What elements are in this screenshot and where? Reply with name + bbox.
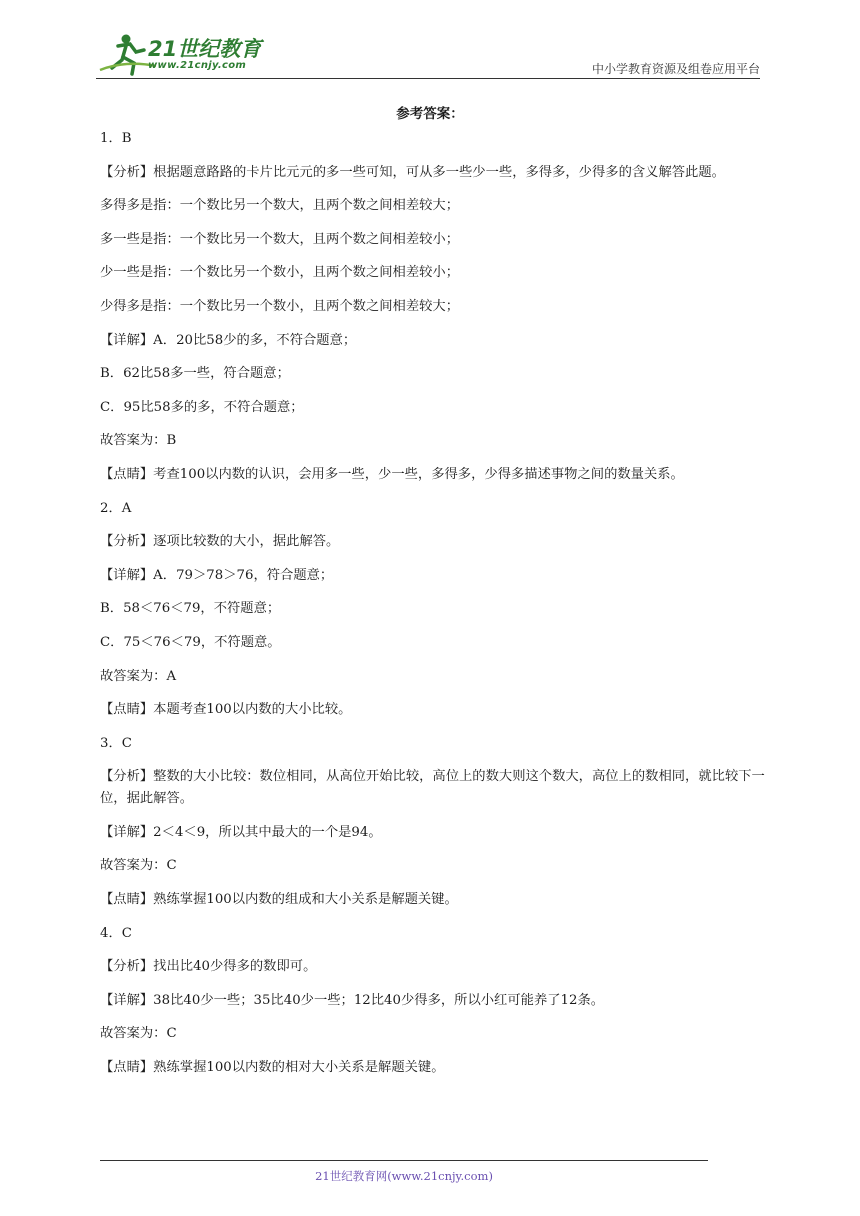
logo-url: www.21cnjy.com xyxy=(148,60,247,71)
answer-line: 【详解】38比40少一些；35比40少一些；12比40少得多，所以小红可能养了12条。 xyxy=(100,992,605,1008)
answer-line: C．95比58多的多，不符合题意； xyxy=(100,399,304,415)
answer-line: 故答案为：A xyxy=(100,668,177,684)
answer-line: 故答案为：C xyxy=(100,858,177,874)
page-header xyxy=(96,30,760,80)
answer-line: 【点睛】熟练掌握100以内数的组成和大小关系是解题关键。 xyxy=(100,892,458,908)
answer-line: 【点睛】考查100以内数的认识，会用多一些，少一些，多得多，少得多描述事物之间的数量关系。 xyxy=(100,466,684,482)
answer-line: 【分析】根据题意路路的卡片比元元的多一些可知，可从多一些少一些，多得多，少得多的含义解答此题。 xyxy=(100,164,725,180)
answer-line: 多一些是指：一个数比另一个数大，且两个数之间相差较小； xyxy=(100,231,460,247)
answer-line: 【分析】逐项比较数的大小，据此解答。 xyxy=(100,534,340,550)
page-title: 参考答案： xyxy=(396,106,464,122)
answer-line: 【分析】整数的大小比较：数位相同，从高位开始比较，高位上的数大则这个数大，高位上的数相同，就比较下一位，据此解答。 xyxy=(100,769,765,807)
header-platform-text: 中小学教育资源及组卷应用平台 xyxy=(591,62,760,76)
answer-line: 【详解】2＜4＜9，所以其中最大的一个是94。 xyxy=(100,824,382,840)
header-divider xyxy=(96,78,760,79)
answer-line: 少一些是指：一个数比另一个数小，且两个数之间相差较小； xyxy=(100,265,460,281)
answer-line: 少得多是指：一个数比另一个数小，且两个数之间相差较大； xyxy=(100,298,460,314)
answer-line: 3．C xyxy=(100,735,132,751)
answer-line: 【点睛】熟练掌握100以内数的相对大小关系是解题关键。 xyxy=(100,1060,445,1076)
answer-line: C．75＜76＜79，不符题意。 xyxy=(100,634,281,650)
answer-line: 多得多是指：一个数比另一个数大，且两个数之间相差较大； xyxy=(100,198,460,214)
answer-line: 【分析】找出比40少得多的数即可。 xyxy=(100,959,317,975)
answer-line: 【详解】A．20比58少的多，不符合题意； xyxy=(100,332,357,348)
answer-line: 【点睛】本题考查100以内数的大小比较。 xyxy=(100,702,352,718)
answer-content xyxy=(100,128,768,1091)
svg-text:21世纪教育: 21世纪教育 xyxy=(148,37,262,61)
answer-line: 1．B xyxy=(100,131,132,146)
answer-line: 故答案为：B xyxy=(100,433,177,449)
answer-line: 【详解】A．79＞78＞76，符合题意； xyxy=(100,567,334,583)
answer-line: B．62比58多一些，符合题意； xyxy=(100,366,290,382)
footer-divider xyxy=(100,1160,708,1161)
answer-line: B．58＜76＜79，不符题意； xyxy=(100,601,281,617)
answer-line: 故答案为：C xyxy=(100,1026,177,1042)
answer-line: 2．A xyxy=(100,500,132,516)
answer-line: 4．C xyxy=(100,925,132,941)
footer-text: 21世纪教育网(www.21cnjy.com) xyxy=(315,1169,493,1183)
